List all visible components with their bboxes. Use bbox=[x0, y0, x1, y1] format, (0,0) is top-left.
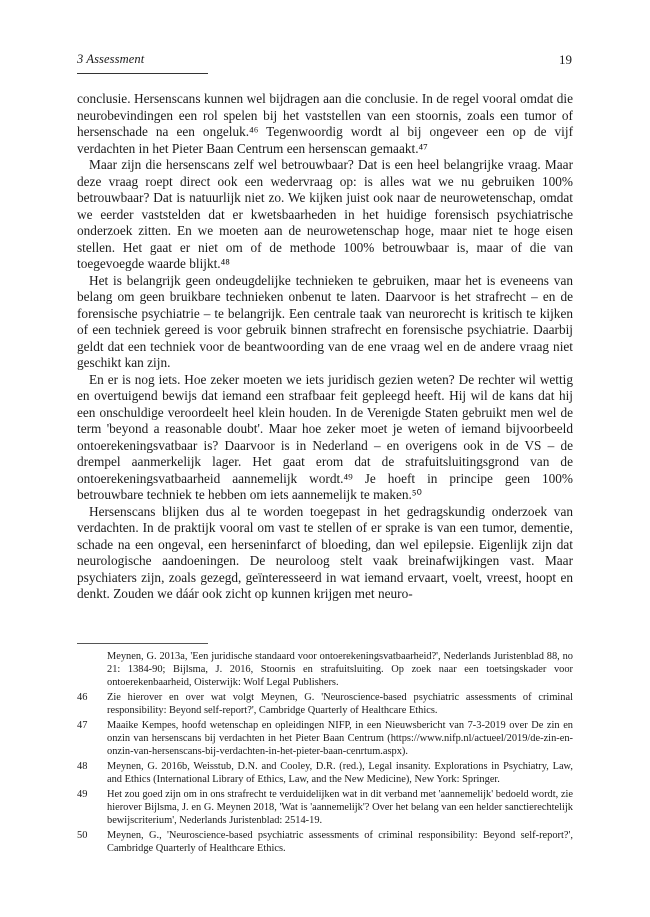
footnote bbox=[77, 650, 573, 689]
footnote-text: Meynen, G. 2016b, Weisstub, D.N. and Cooley, D.R. (red.), Legal insanity. Explorations in Psychiatry, Law, and Ethics (International Library of Ethics, Law, and the New Medicine), New York: Springer. bbox=[107, 761, 573, 785]
footnote-text: Meynen, G. 2013a, 'Een juridische standaard voor ontoerekeningsvatbaarheid?', Nederlands Juristenblad 88, no 21: 1384-90; Bijlsma, J. 2016, Stoornis en strafuitsluiting. Op zoek naar een toetsingskader voor ontoerekenbaarheid, Oisterwijk: Wolf Legal Publishers. bbox=[107, 651, 573, 688]
footnote-number: 50 bbox=[77, 830, 88, 841]
header-rule bbox=[77, 73, 208, 74]
footnote-number: 47 bbox=[77, 720, 88, 731]
page-number: 19 bbox=[559, 52, 572, 67]
footnote-number: 48 bbox=[77, 761, 88, 772]
footnote bbox=[77, 829, 573, 855]
footnote bbox=[77, 691, 573, 717]
footnote-text: Maaike Kempes, hoofd wetenschap en opleidingen NIFP, in een Nieuwsbericht van 7-3-2019 over De zin en onzin van hersenscans bij verdachten in het Pieter Baan Centrum (https://www.nifp.nl/actueel/2019/de-zin-en-onzin-van-hersenscans-bij-verdachten-in-het-pieter-baan-cenrtum.aspx). bbox=[107, 720, 573, 757]
paragraph: En er is nog iets. Hoe zeker moeten we iets juridisch gezien weten? De rechter wil wettig en overtuigend bewijs dat iemand een strafbaar feit gepleegd heeft. Hij wil de kans dat hij een onschuldige veroordeelt heel klein houden. In de Verenigde Staten gebruikt men wel de term 'beyond a reasonable doubt'. Maar hoe zeker moet je weten of iemand bijvoorbeeld ontoerekeningsvatbaar is? Daarvoor is in Nederland – en overigens ook in de VS – de drempel aanmerkelijk lager. Het gaat erom dat de strafuitsluitingsgrond van de ontoerekeningsvatbaarheid aannemelijk wordt.⁴⁹ Je hoeft in principe geen 100% betrouwbare techniek te hebben om iets aannemelijk te maken.⁵⁰ bbox=[77, 371, 573, 502]
footnote-text: Zie hierover en over wat volgt Meynen, G. 'Neuroscience-based psychiatric assessments of criminal responsibility: Beyond self-report?', Cambridge Quarterly of Healthcare Ethics. bbox=[107, 692, 573, 716]
footnotes bbox=[77, 650, 573, 857]
body-text bbox=[77, 91, 573, 603]
footnote-number: 49 bbox=[77, 789, 88, 800]
running-head: 3 Assessment bbox=[77, 52, 145, 66]
footnote-text: Het zou goed zijn om in ons strafrecht te verduidelijken wat in dit verband met 'aannemelijk' bedoeld wordt, zie hierover Bijlsma, J. en G. Meynen 2018, 'Wat is 'aannemelijk'? Over het belang van een helder sanctierechtelijk bewijscriterium', Nederlands Juristenblad: 2514-19. bbox=[107, 789, 573, 826]
footnote bbox=[77, 788, 573, 827]
page-header bbox=[77, 52, 572, 72]
footnote-text: Meynen, G., 'Neuroscience-based psychiatric assessments of criminal responsibility: Beyond self-report?', Cambridge Quarterly of Healthcare Ethics. bbox=[107, 830, 573, 854]
paragraph: Maar zijn die hersenscans zelf wel betrouwbaar? Dat is een heel belangrijke vraag. Maar deze vraag roept direct ook een wedervraag op: is alles wat we nu gebruiken 100% betrouwbaar? Dat is natuurlijk niet zo. We kijken juist ook naar de neurowetenschap, omdat we eerder vaststelden dat er kwetsbaarheden in het huidige forensisch psychiatrische onderzoek zitten. En we moeten aan de neurowetenschap hoge, maar niet te hoge eisen stellen. Het gaat er niet om of de methode 100% betrouwbaar is, maar of die van toegevoegde waarde blijkt.⁴⁸ bbox=[77, 157, 573, 271]
footnote bbox=[77, 719, 573, 758]
paragraph: Het is belangrijk geen ondeugdelijke technieken te gebruiken, maar het is eveneens van belang om geen bruikbare technieken onbenut te laten. Daarvoor is het strafrecht – en de forensische psychiatrie – te belangrijk. Een centrale taak van neurorecht is kritisch te kijken of een techniek gereed is voor gebruik binnen strafrecht en forensische psychiatrie. Daarbij geldt dat een techniek voor de beantwoording van de ene vraag wel en de andere vraag niet geschikt kan zijn. bbox=[77, 272, 573, 370]
footnote-rule bbox=[77, 643, 208, 644]
footnote bbox=[77, 760, 573, 786]
paragraph: conclusie. Hersenscans kunnen wel bijdragen aan die conclusie. In de regel vooral omdat die neurobevindingen een rol spelen bij het vaststellen van een stoornis, zoals een tumor of hersenschade na een ongeluk.⁴⁶ Tegenwoordig wordt al bij ongeveer een op de vijf verdachten in het Pieter Baan Centrum een hersenscan gemaakt.⁴⁷ bbox=[77, 91, 573, 156]
paragraph: Hersenscans blijken dus al te worden toegepast in het gedragskundig onderzoek van verdachten. In de praktijk vooral om vast te stellen of er sprake is van een tumor, dementie, schade na een ongeval, een herseninfarct of bloeding, dan wel epilepsie. Eigenlijk zijn dat neurologische aandoeningen. De neuroloog stelt vaak breinafwijkingen vast. Maar psychiaters zijn, zoals gezegd, geïnteresseerd in wat iemand ervaart, voelt, vreest, hoopt en denkt. Zouden we dáár ook zicht op kunnen krijgen met neuro- bbox=[77, 503, 573, 601]
footnote-number: 46 bbox=[77, 692, 88, 703]
